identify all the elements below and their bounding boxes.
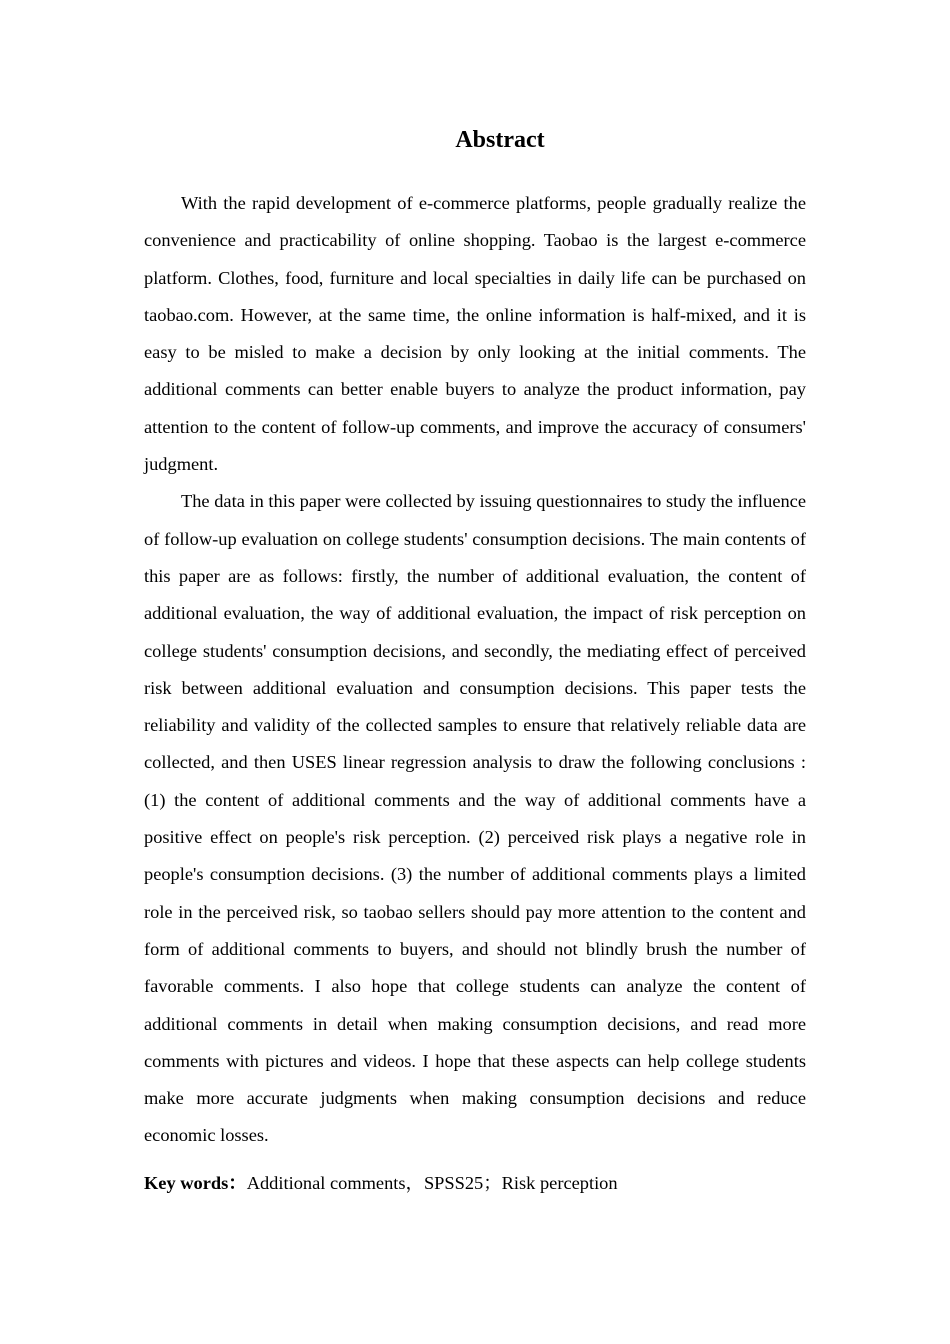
keywords-separator: ： — [228, 1172, 247, 1193]
abstract-title: Abstract — [455, 127, 545, 153]
abstract-paragraph-2: The data in this paper were collected by issuing questionnaires to study the influence of follow-up evaluation on college students' consumption decisions. The main contents of this paper are as follows: firstly, the number of additional evaluation, the content of additional evaluation, the way of additional evaluation, the impact of risk perception on college students' consumption decisions, and secondly, the mediating effect of perceived risk between additional evaluation and consumption decisions. This paper tests the reliability and validity of the collected samples to ensure that relatively reliable data are collected, and then USES linear regression analysis to draw the following conclusions :(1) the content of additional comments and the way of additional comments have a positive effect on people's risk perception. (2) perceived risk plays a negative role in people's consumption decisions. (3) the number of additional comments plays a limited role in the perceived risk, so taobao sellers should pay more attention to the content and form of additional comments to buyers, and should not blindly brush the number of favorable comments. I also hope that college students can analyze the content of additional comments in detail when making consumption decisions, and read more comments with pictures and videos. I hope that these aspects can help college students make more accurate judgments when making consumption decisions and reduce economic losses. — [144, 491, 806, 1146]
keywords-line — [144, 1168, 806, 1198]
keywords-value: Additional comments，SPSS25；Risk perception — [246, 1172, 618, 1193]
abstract-body — [144, 185, 806, 1198]
keywords-label: Key words — [144, 1172, 229, 1193]
abstract-paragraph-1: With the rapid development of e-commerce platforms, people gradually realize the convenience and practicability of online shopping. Taobao is the largest e-commerce platform. Clothes, food, furniture and local specialties in daily life can be purchased on taobao.com. However, at the same time, the online information is half-mixed, and it is easy to be misled to make a decision by only looking at the initial comments. The additional comments can better enable buyers to analyze the product information, pay attention to the content of follow-up comments, and improve the accuracy of consumers' judgment. — [144, 193, 806, 475]
